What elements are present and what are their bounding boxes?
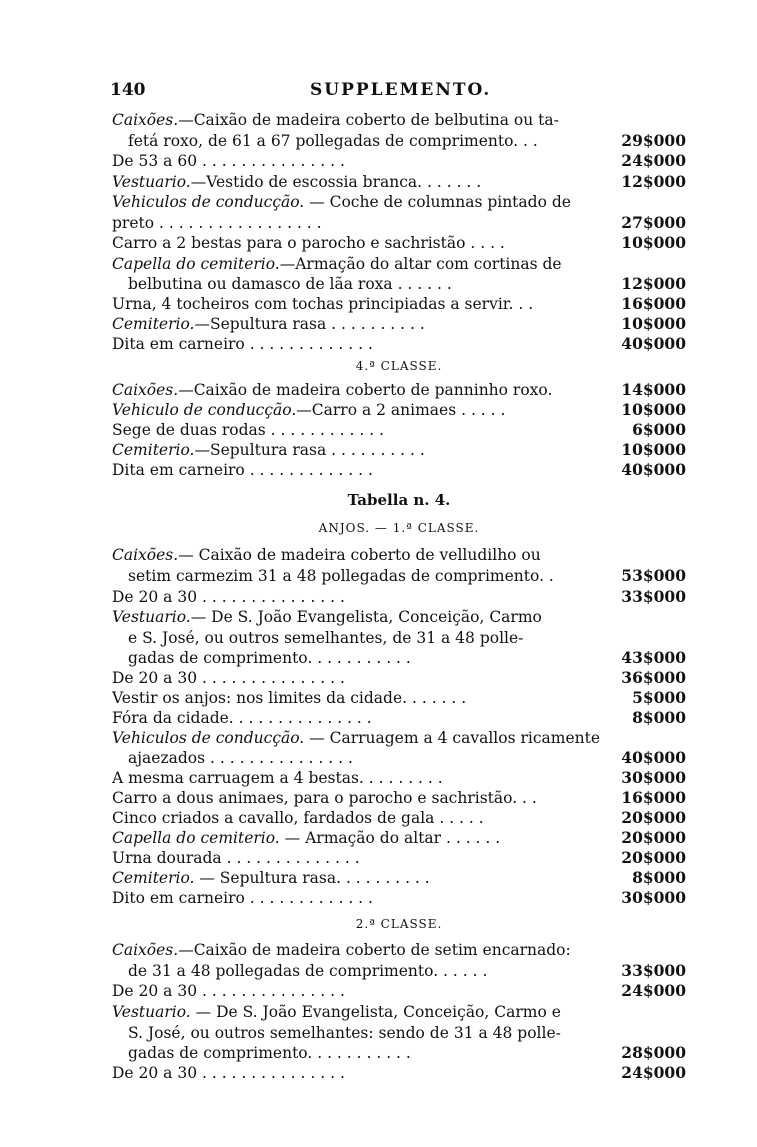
line-text xyxy=(112,233,602,253)
price-line xyxy=(112,808,686,828)
section-label: Caixões. xyxy=(112,546,179,564)
price-line xyxy=(112,828,686,848)
line-body: Cinco criados a cavallo, fardados de gala . . . . . xyxy=(112,809,484,827)
section-label: Vestuario. xyxy=(112,1003,191,1021)
price-line xyxy=(112,151,686,171)
price-line xyxy=(112,1043,686,1063)
price-value: 20$000 xyxy=(621,808,686,827)
price-value: 16$000 xyxy=(621,294,686,313)
line-body: De 20 a 30 . . . . . . . . . . . . . . . xyxy=(112,588,345,606)
price-value: 30$000 xyxy=(621,888,686,907)
line-body: Dito em carneiro . . . . . . . . . . . . . xyxy=(112,889,373,907)
price-value: 30$000 xyxy=(621,768,686,787)
line-body: —Caixão de madeira coberto de setim encarnado: xyxy=(178,941,571,959)
running-title: SUPPLEMENTO. xyxy=(310,80,492,100)
price-value: 5$000 xyxy=(632,688,686,707)
price-value: 10$000 xyxy=(621,440,686,459)
price-value: 24$000 xyxy=(621,981,686,1000)
line-text xyxy=(112,607,602,627)
line-body: —Sepultura rasa . . . . . . . . . . xyxy=(194,315,425,333)
section-label: Caixões. xyxy=(112,941,179,959)
line-text xyxy=(112,768,602,788)
class-heading: 2.ª CLASSE. xyxy=(355,917,443,931)
price-value: 40$000 xyxy=(621,334,686,353)
price-line xyxy=(112,788,686,808)
line-text xyxy=(128,131,602,151)
line-text xyxy=(112,728,602,748)
line-text xyxy=(112,868,602,888)
price-line xyxy=(112,668,686,688)
price-line xyxy=(112,545,686,565)
line-text xyxy=(112,788,602,808)
line-text xyxy=(128,628,602,648)
line-body: — Caixão de madeira coberto de velludilho ou xyxy=(178,546,541,564)
price-value: 33$000 xyxy=(621,961,686,980)
page-header xyxy=(110,80,685,102)
price-line xyxy=(112,981,686,1001)
line-text xyxy=(112,587,602,607)
line-text xyxy=(112,400,602,420)
price-line xyxy=(112,868,686,888)
price-value: 10$000 xyxy=(621,314,686,333)
line-body: de 31 a 48 pollegadas de comprimento. . . . . . xyxy=(128,962,488,980)
line-text xyxy=(112,545,602,565)
line-text xyxy=(112,172,602,192)
line-body: setim carmezim 31 a 48 pollegadas de comprimento. . xyxy=(128,567,554,585)
class-heading: 4.ª CLASSE. xyxy=(355,359,443,373)
price-line xyxy=(112,131,686,151)
section-label: Vehiculos de conducção. xyxy=(112,729,305,747)
line-body: De 20 a 30 . . . . . . . . . . . . . . . xyxy=(112,1064,345,1082)
price-value: 14$000 xyxy=(621,380,686,399)
line-body: Fóra da cidade. . . . . . . . . . . . . . . xyxy=(112,709,372,727)
price-line xyxy=(112,192,686,212)
price-value: 8$000 xyxy=(632,708,686,727)
price-value: 12$000 xyxy=(621,274,686,293)
price-line xyxy=(112,648,686,668)
line-text xyxy=(112,1002,602,1022)
section-label: Vestuario. xyxy=(112,173,191,191)
line-body: — De S. João Evangelista, Conceição, Carmo xyxy=(190,608,542,626)
price-value: 10$000 xyxy=(621,400,686,419)
line-body: — Coche de columnas pintado de xyxy=(304,193,571,211)
price-line xyxy=(112,961,686,981)
line-text xyxy=(112,213,602,233)
line-body: — Armação do altar . . . . . . xyxy=(279,829,501,847)
line-body: Carro a 2 bestas para o parocho e sachristão . . . . xyxy=(112,234,505,252)
price-value: 36$000 xyxy=(621,668,686,687)
price-line xyxy=(112,587,686,607)
price-value: 12$000 xyxy=(621,172,686,191)
line-text xyxy=(128,748,602,768)
price-value: 40$000 xyxy=(621,460,686,479)
line-text xyxy=(112,808,602,828)
line-text xyxy=(128,1023,602,1043)
line-text xyxy=(112,254,602,274)
line-body: De 53 a 60 . . . . . . . . . . . . . . . xyxy=(112,152,345,170)
price-line xyxy=(112,460,686,480)
price-value: 16$000 xyxy=(621,788,686,807)
price-value: 29$000 xyxy=(621,131,686,150)
price-line xyxy=(112,1002,686,1022)
line-text xyxy=(112,440,602,460)
price-line xyxy=(112,172,686,192)
section-label: Capella do cemiterio. xyxy=(112,255,280,273)
line-body: De 20 a 30 . . . . . . . . . . . . . . . xyxy=(112,669,345,687)
price-line xyxy=(112,274,686,294)
line-text xyxy=(112,151,602,171)
price-value: 24$000 xyxy=(621,151,686,170)
line-text xyxy=(112,334,602,354)
price-value: 24$000 xyxy=(621,1063,686,1082)
page-number: 140 xyxy=(110,80,146,100)
price-value: 53$000 xyxy=(621,566,686,585)
price-line xyxy=(112,1063,686,1083)
line-text xyxy=(112,688,602,708)
line-text xyxy=(112,192,602,212)
line-text xyxy=(128,274,602,294)
price-value: 8$000 xyxy=(632,868,686,887)
line-text xyxy=(128,961,602,981)
price-line xyxy=(112,294,686,314)
price-line xyxy=(112,400,686,420)
price-line xyxy=(112,728,686,748)
section-label: Vehiculos de conducção. xyxy=(112,193,305,211)
line-text xyxy=(112,1063,602,1083)
line-body: —Armação do altar com cortinas de xyxy=(279,255,562,273)
line-body: preto . . . . . . . . . . . . . . . . . xyxy=(112,214,322,232)
line-body: gadas de comprimento. . . . . . . . . . . xyxy=(128,1044,411,1062)
price-line xyxy=(112,607,686,627)
price-line xyxy=(112,748,686,768)
line-body: S. José, ou outros semelhantes: sendo de 31 a 48 polle- xyxy=(128,1024,561,1042)
line-body: —Caixão de madeira coberto de panninho roxo. xyxy=(178,381,553,399)
line-body: Sege de duas rodas . . . . . . . . . . . . xyxy=(112,421,384,439)
price-value: 20$000 xyxy=(621,828,686,847)
section-label: Cemiterio. xyxy=(112,315,195,333)
line-text xyxy=(112,460,602,480)
price-value: 28$000 xyxy=(621,1043,686,1062)
line-text xyxy=(112,294,602,314)
price-value: 43$000 xyxy=(621,648,686,667)
price-value: 20$000 xyxy=(621,848,686,867)
line-body: —Vestido de escossia branca. . . . . . . xyxy=(190,173,482,191)
line-body: — Sepultura rasa. . . . . . . . . . xyxy=(194,869,430,887)
line-text xyxy=(112,828,602,848)
line-body: e S. José, ou outros semelhantes, de 31 a 48 polle- xyxy=(128,629,524,647)
line-body: ajaezados . . . . . . . . . . . . . . . xyxy=(128,749,353,767)
section-label: Caixões. xyxy=(112,381,179,399)
line-text xyxy=(112,420,602,440)
price-line xyxy=(112,566,686,586)
price-line xyxy=(112,1023,686,1043)
price-line xyxy=(112,940,686,960)
line-text xyxy=(112,110,602,130)
line-body: —Sepultura rasa . . . . . . . . . . xyxy=(194,441,425,459)
table-heading: Tabella n. 4. xyxy=(347,491,451,509)
price-line xyxy=(112,688,686,708)
line-body: fetá roxo, de 61 a 67 pollegadas de comprimento. . . xyxy=(128,132,538,150)
line-body: Vestir os anjos: nos limites da cidade. . . . . . . xyxy=(112,689,467,707)
price-line xyxy=(112,254,686,274)
line-body: —Carro a 2 animaes . . . . . xyxy=(296,401,506,419)
line-text xyxy=(112,981,602,1001)
section-label: Cemiterio. xyxy=(112,869,195,887)
line-body: — Carruagem a 4 cavallos ricamente xyxy=(304,729,600,747)
class-heading: ANJOS. — 1.ª CLASSE. xyxy=(318,521,480,535)
line-body: Urna, 4 tocheiros com tochas principiadas a servir. . . xyxy=(112,295,534,313)
line-text xyxy=(112,668,602,688)
price-line xyxy=(112,848,686,868)
price-line xyxy=(112,314,686,334)
line-body: — De S. João Evangelista, Conceição, Carmo e xyxy=(190,1003,561,1021)
price-line xyxy=(112,380,686,400)
section-label: Cemiterio. xyxy=(112,441,195,459)
price-line xyxy=(112,334,686,354)
price-line xyxy=(112,213,686,233)
line-text xyxy=(112,708,602,728)
line-body: Urna dourada . . . . . . . . . . . . . . xyxy=(112,849,360,867)
price-value: 40$000 xyxy=(621,748,686,767)
price-line xyxy=(112,628,686,648)
price-value: 10$000 xyxy=(621,233,686,252)
line-text xyxy=(112,314,602,334)
line-body: belbutina ou damasco de lãa roxa . . . . . . xyxy=(128,275,452,293)
price-line xyxy=(112,888,686,908)
line-text xyxy=(112,888,602,908)
price-value: 27$000 xyxy=(621,213,686,232)
price-line xyxy=(112,233,686,253)
line-body: Dita em carneiro . . . . . . . . . . . . . xyxy=(112,461,373,479)
line-text xyxy=(112,380,602,400)
price-line xyxy=(112,110,686,130)
section-label: Capella do cemiterio. xyxy=(112,829,280,847)
line-body: Dita em carneiro . . . . . . . . . . . . . xyxy=(112,335,373,353)
price-line xyxy=(112,708,686,728)
line-text xyxy=(112,940,602,960)
line-body: —Caixão de madeira coberto de belbutina ou ta- xyxy=(178,111,559,129)
price-value: 6$000 xyxy=(632,420,686,439)
price-value: 33$000 xyxy=(621,587,686,606)
line-body: De 20 a 30 . . . . . . . . . . . . . . . xyxy=(112,982,345,1000)
line-body: gadas de comprimento. . . . . . . . . . . xyxy=(128,649,411,667)
price-line xyxy=(112,440,686,460)
line-text xyxy=(128,566,602,586)
section-label: Vestuario. xyxy=(112,608,191,626)
section-label: Vehiculo de conducção. xyxy=(112,401,297,419)
line-text xyxy=(128,1043,602,1063)
line-body: Carro a dous animaes, para o parocho e sachristão. . . xyxy=(112,789,537,807)
section-label: Caixões. xyxy=(112,111,179,129)
line-text xyxy=(112,848,602,868)
line-text xyxy=(128,648,602,668)
price-line xyxy=(112,768,686,788)
line-body: A mesma carruagem a 4 bestas. . . . . . . . . xyxy=(112,769,443,787)
price-line xyxy=(112,420,686,440)
